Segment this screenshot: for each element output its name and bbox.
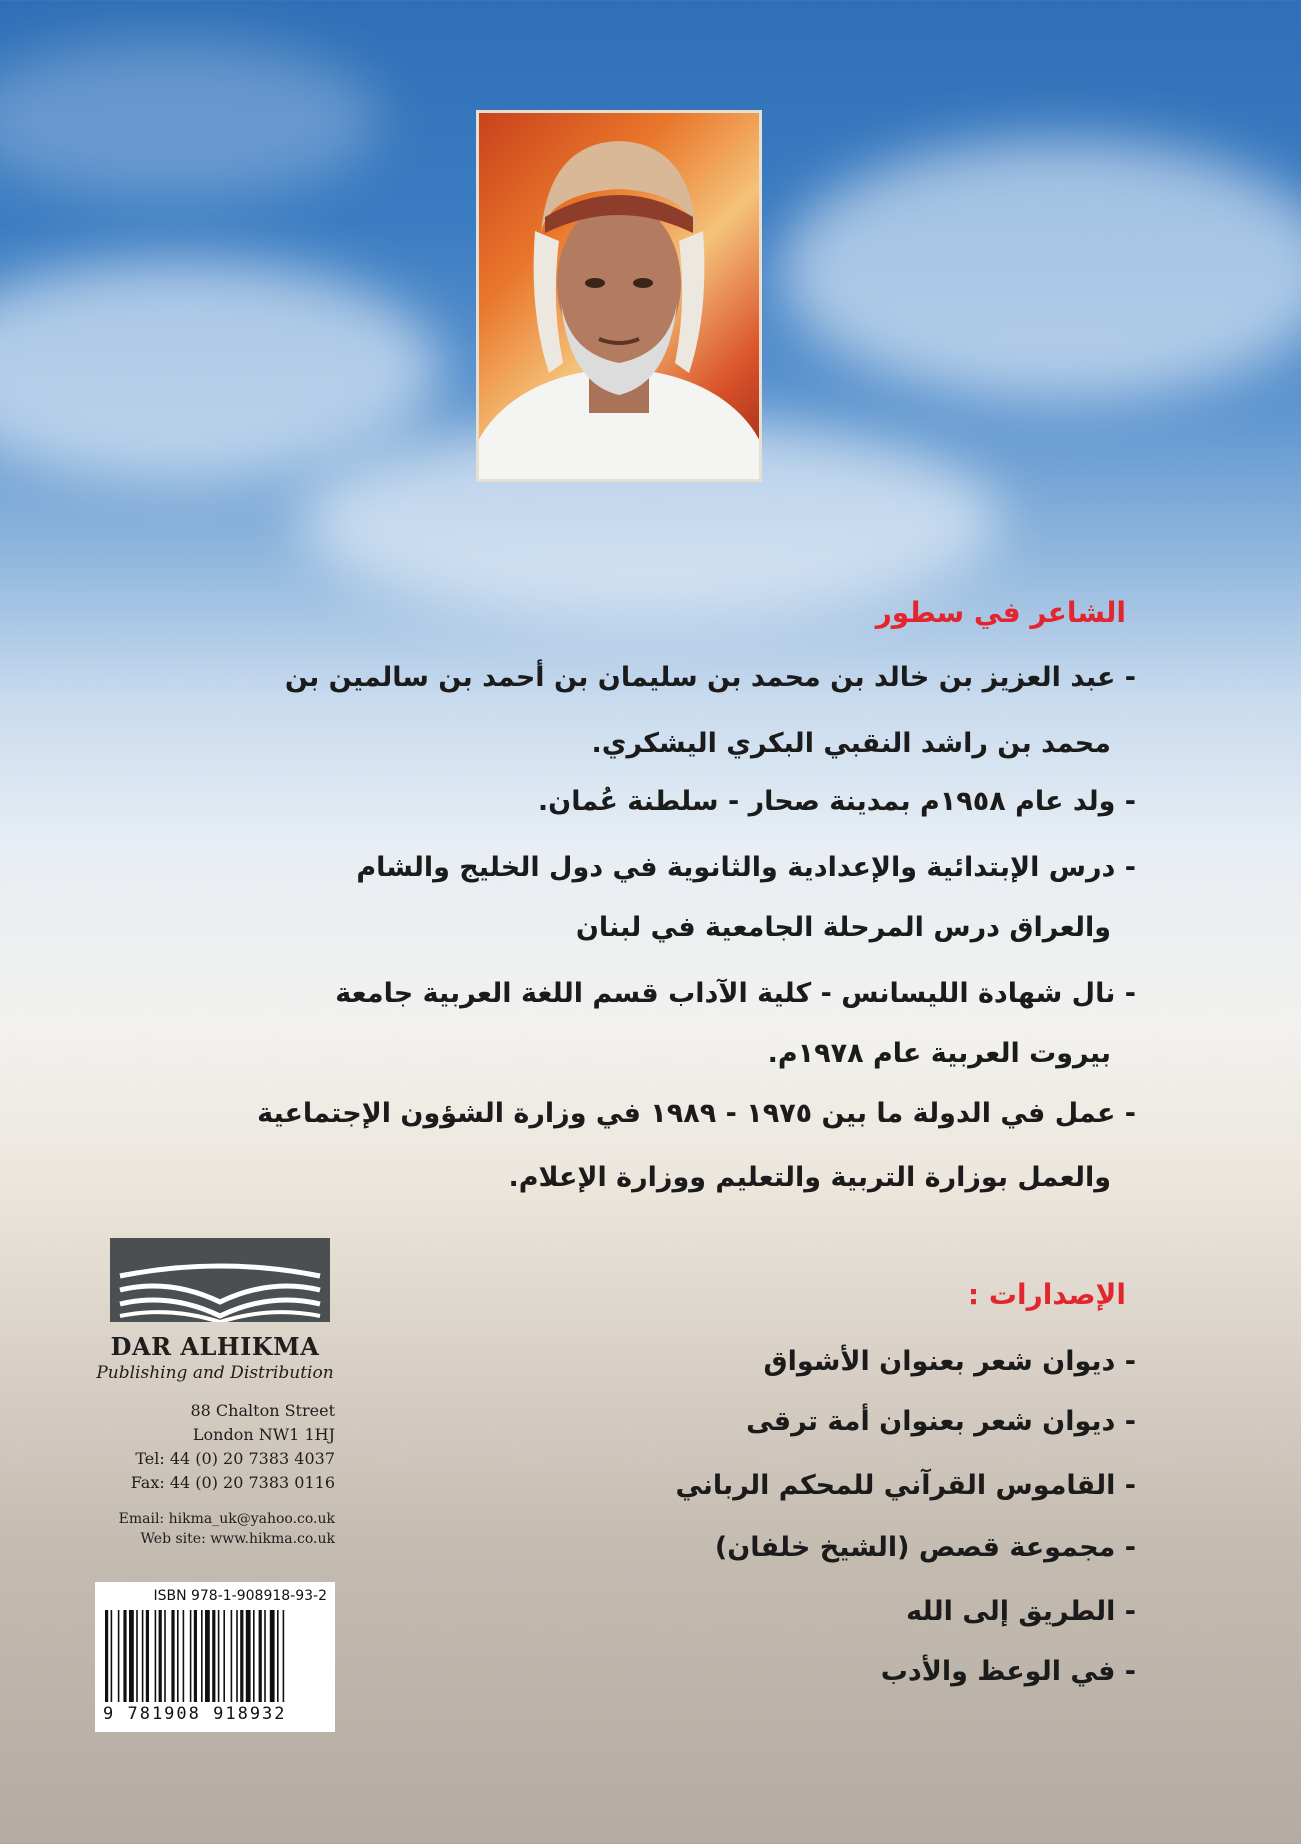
email: Email: hikma_uk@yahoo.co.uk (118, 1511, 335, 1527)
publisher-logo (110, 1238, 330, 1322)
cloud-decoration (0, 260, 440, 480)
barcode-bar (118, 1610, 120, 1702)
bio-line: بيروت العربية عام ١٩٧٨م. (767, 1038, 1111, 1069)
cloud-decoration (0, 40, 380, 200)
open-book-logo-icon (110, 1238, 330, 1322)
barcode-bar (277, 1610, 279, 1702)
barcode-bar (253, 1610, 255, 1702)
publisher-address (95, 1399, 335, 1495)
address-line: London NW1 1HJ (192, 1425, 335, 1444)
barcode-box (95, 1582, 335, 1732)
address-line: 88 Chalton Street (190, 1401, 335, 1420)
publisher-name: DAR ALHIKMA (110, 1332, 320, 1361)
publication-item: - مجموعة قصص (الشيخ خلفان) (714, 1532, 1136, 1563)
barcode-bar (223, 1610, 225, 1702)
barcode-bar (105, 1610, 108, 1702)
barcode-bar (270, 1610, 275, 1702)
barcode-bar (146, 1610, 149, 1702)
barcode-bar (142, 1610, 144, 1702)
bio-line: - عمل في الدولة ما بين ١٩٧٥ - ١٩٨٩ في وزارة الشؤون الإجتماعية (257, 1098, 1136, 1129)
publisher-subtitle: Publishing and Distribution (96, 1363, 334, 1383)
author-portrait-illustration (479, 113, 759, 479)
barcode-bar (177, 1610, 179, 1702)
barcode-bar (236, 1610, 238, 1702)
barcode-bar (212, 1610, 215, 1702)
bio-line: - عبد العزيز بن خالد بن محمد بن سليمان بن أحمد بن سالمين بن (284, 662, 1136, 693)
barcode-bar (231, 1610, 233, 1702)
barcode-bar (201, 1610, 203, 1702)
bio-section-title: الشاعر في سطور (875, 596, 1126, 629)
barcode-bar (171, 1610, 174, 1702)
barcode-bar (194, 1610, 197, 1702)
barcode-bar (190, 1610, 192, 1702)
barcode-bar (283, 1610, 285, 1702)
barcode-bar (129, 1610, 134, 1702)
barcode-bar (259, 1610, 262, 1702)
bio-line: محمد بن راشد النقبي البكري اليشكري. (591, 728, 1111, 759)
website: Web site: www.hikma.co.uk (140, 1531, 335, 1547)
fax: Fax: 44 (0) 20 7383 0116 (130, 1473, 335, 1492)
bio-line: - درس الإبتدائية والإعدادية والثانوية في دول الخليج والشام (356, 852, 1136, 883)
barcode-bar (164, 1610, 166, 1702)
barcode-icon (103, 1610, 327, 1702)
publication-item: - ديوان شعر بعنوان أمة ترقى (746, 1406, 1136, 1437)
publication-item: - ديوان شعر بعنوان الأشواق (763, 1346, 1136, 1377)
bio-line: - ولد عام ١٩٥٨م بمدينة صحار - سلطنة عُمان. (537, 786, 1136, 817)
author-photo (476, 110, 762, 482)
isbn-label: ISBN 978-1-908918-93-2 (153, 1588, 327, 1604)
publications-section-title: الإصدارات : (967, 1278, 1126, 1311)
publication-item: - الطريق إلى الله (906, 1596, 1136, 1627)
telephone: Tel: 44 (0) 20 7383 4037 (135, 1449, 335, 1468)
barcode-bar (136, 1610, 138, 1702)
publisher-contact (95, 1509, 335, 1549)
barcode-bar (240, 1610, 243, 1702)
bio-line: والعراق درس المرحلة الجامعية في لبنان (575, 912, 1111, 943)
publisher-info (95, 1332, 335, 1549)
publication-item: - في الوعظ والأدب (880, 1656, 1136, 1687)
barcode-bar (111, 1610, 113, 1702)
barcode-bar (155, 1610, 157, 1702)
barcode-bar (159, 1610, 162, 1702)
barcode-bar (246, 1610, 251, 1702)
barcode-bar (264, 1610, 266, 1702)
cloud-decoration (780, 140, 1301, 400)
bio-line: - نال شهادة الليسانس - كلية الآداب قسم اللغة العربية جامعة (335, 978, 1136, 1009)
barcode-bar (183, 1610, 185, 1702)
bio-line: والعمل بوزارة التربية والتعليم ووزارة الإعلام. (508, 1162, 1111, 1193)
barcode-digits: 9 781908 918932 (103, 1704, 287, 1724)
barcode-bar (123, 1610, 126, 1702)
publication-item: - القاموس القرآني للمحكم الرباني (675, 1470, 1136, 1501)
barcode-bar (218, 1610, 220, 1702)
barcode-bar (205, 1610, 210, 1702)
